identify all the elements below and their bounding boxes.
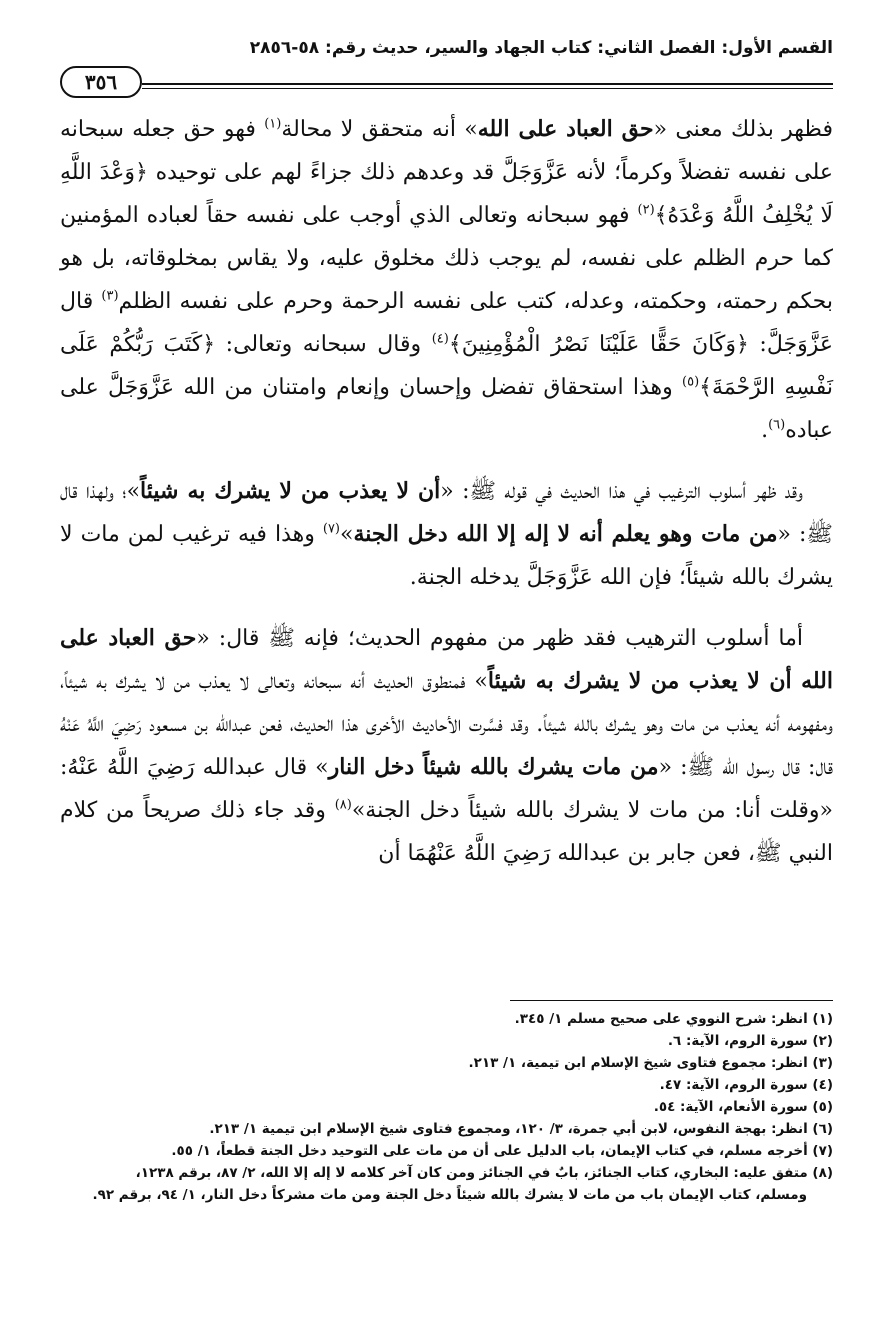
paragraph-1: فظهر بذلك معنى «حق العباد على الله» أنه متحقق لا محالة$^{(١)}$ فهو حق جعله سبحانه على نفسه تفضلاً وكرماً؛ لأنه عَزَّوَجَلَّ قد وعدهم ذلك جزاءً لهم على توحيده ﴿وَعْدَ اللَّهِ لَا يُخْلِفُ اللَّهُ وَعْدَهُ﴾$^{(٢)}$ فهو سبحانه وتعالى الذي أوجب على نفسه حقاً لعباده المؤمنين كما حرم الظلم على نفسه، لم يوجب ذلك مخلوق عليه، ولا يقاس بمخلوقاته، بل هو بحكم رحمته، وحكمته، وعدله، كتب على نفسه الرحمة وحرم على نفسه الظلم$^{(٣)}$ قال عَزَّوَجَلَّ: ﴿وَكَانَ حَقًّا عَلَيْنَا نَصْرُ الْمُؤْمِنِينَ﴾$^{(٤)}$ وقال سبحانه وتعالى: ﴿كَتَبَ رَبُّكُمْ عَلَى نَفْسِهِ الرَّحْمَةَ﴾$^{(٥)}$ وهذا استحقاق تفضل وإحسان وإنعام وامتنان من الله عَزَّوَجَلَّ على عباده$^{(٦)}$.: [60, 116, 833, 443]
footnote-ref: (٦): [768, 417, 786, 433]
bold-phrase: حق العباد على الله أن لا يعذب من لا يشرك به شيئاً: [60, 625, 833, 694]
footnote-ref: (٣): [101, 288, 119, 304]
footnotes: [60, 1008, 833, 1206]
footnote-ref: (٥): [682, 374, 700, 390]
footnote-7: (٧) أخرجه مسلم، في كتاب الإيمان، باب الدليل على أن من مات على التوحيد دخل الجنة قطعاً، ١/ ٥٥.: [171, 1143, 833, 1159]
footnote-6: (٦) انظر: بهجة النفوس، لابن أبي جمرة، ٣/ ١٢٠، ومجموع فتاوى شيخ الإسلام ابن تيمية ١/ ٢١٣.: [209, 1121, 833, 1137]
footnote-3: (٣) انظر: مجموع فتاوى شيخ الإسلام ابن تيمية، ١/ ٢١٣.: [468, 1055, 833, 1071]
footnote-ref: (١): [264, 116, 282, 132]
footnote-8-continued: ومسلم، كتاب الإيمان باب من مات لا يشرك بالله شيئاً دخل الجنة ومن مات مشركاً دخل النار، ١/ ٩٤، برقم ٩٢.: [92, 1187, 807, 1203]
main-text: [60, 108, 833, 893]
paragraph-3: أما أسلوب الترهيب فقد ظهر من مفهوم الحديث؛ فإنه ﷺ قال: «حق العباد على الله أن لا يعذب من لا يشرك به شيئاً» فمنطوق الحديث أنه سبحانه وتعالى لا يعذب من لا يشرك به شيئاً، ومفهومه أنه يعذب من مات وهو يشرك بالله شيئاً. وقد فسَّرت الأحاديث الأخرى هذا الحديث، فعن عبدالله بن مسعود رَضِيَ اللَّهُ عَنْهُ قال: قال رسول الله ﷺ: «من مات يشرك بالله شيئاً دخل النار» قال عبدالله رَضِيَ اللَّهُ عَنْهُ: «وقلت أنا: من مات لا يشرك بالله شيئاً دخل الجنة»$^{(٨)}$ وقد جاء ذلك صريحاً من كلام النبي ﷺ، فعن جابر بن عبدالله رَضِيَ اللَّهُ عَنْهُمَا أن: [60, 625, 834, 866]
footnote-4: (٤) سورة الروم، الآية: ٤٧.: [659, 1077, 833, 1093]
bold-phrase: من مات وهو يعلم أنه لا إله إلا الله دخل الجنة: [353, 521, 778, 547]
header-rule: [142, 83, 833, 85]
footnote-2: (٢) سورة الروم، الآية: ٦.: [667, 1033, 833, 1049]
footnote-5: (٥) سورة الأنعام، الآية: ٥٤.: [653, 1099, 833, 1115]
footnote-ref: (٢): [637, 202, 655, 218]
paragraph-2: وقد ظهر أسلوب الترغيب في هذا الحديث في قوله ﷺ: «أن لا يعذب من لا يشرك به شيئاً»؛ ولهذا قال ﷺ: «من مات وهو يعلم أنه لا إله إلا الله دخل الجنة»$^{(٧)}$ وهذا فيه ترغيب لمن مات لا يشرك بالله شيئاً؛ فإن الله عَزَّوَجَلَّ يدخله الجنة.: [60, 478, 833, 590]
footnote-8: (٨) متفق عليه: البخاري، كتاب الجنائز، بابٌ في الجنائز ومن كان آخر كلامه لا إله إلا الله، ٢/ ٨٧، برقم ١٢٣٨،: [135, 1165, 833, 1181]
bold-phrase: حق العباد على الله: [477, 116, 654, 142]
footnote-rule: [510, 1000, 833, 1001]
footnote-ref: (٧): [322, 521, 340, 537]
footnote-ref: (٤): [431, 331, 449, 347]
bold-phrase: من مات يشرك بالله شيئاً دخل النار: [328, 754, 659, 780]
running-head: القسم الأول: الفصل الثاني: كتاب الجهاد والسير، حديث رقم: ٥٨-٢٨٥٦: [249, 38, 833, 58]
footnote-1: (١) انظر: شرح النووي على صحيح مسلم ١/ ٣٤٥.: [514, 1011, 833, 1027]
bold-phrase: أن لا يعذب من لا يشرك به شيئاً: [140, 478, 441, 504]
header-rule-thin: [142, 88, 833, 89]
footnote-ref: (٨): [334, 797, 352, 813]
page-number: ٣٥٦: [60, 66, 142, 98]
